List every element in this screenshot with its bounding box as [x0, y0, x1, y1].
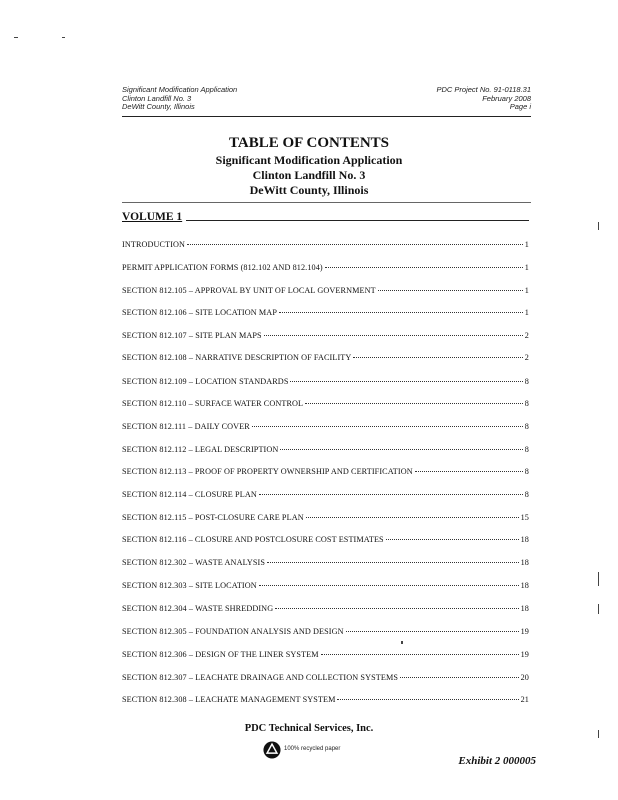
toc-leader — [259, 494, 523, 495]
header-page-number: Page i — [509, 102, 531, 112]
toc-entry-page: 8 — [524, 399, 529, 408]
header-project-number: PDC Project No. 91-0118.31 — [436, 85, 531, 94]
recycled-paper-note: 100% recycled paper — [284, 746, 341, 752]
toc-entry-page: 8 — [524, 422, 529, 431]
toc-leader — [305, 403, 523, 404]
toc-entry-page: 15 — [520, 513, 529, 522]
toc-entry[interactable] — [122, 604, 529, 613]
toc-entry-page: 18 — [520, 604, 529, 613]
toc-entry-page: 1 — [524, 240, 529, 249]
toc-entry-page: 2 — [524, 331, 529, 340]
toc-entry-title: SECTION 812.302 – WASTE ANALYSIS — [122, 558, 266, 567]
toc-entry-title: SECTION 812.114 – CLOSURE PLAN — [122, 490, 257, 499]
toc-entry-title: SECTION 812.109 – LOCATION STANDARDS — [122, 377, 289, 386]
toc-entry[interactable] — [122, 695, 529, 704]
toc-entry-title: SECTION 812.111 – DAILY COVER — [122, 422, 250, 431]
toc-entry[interactable] — [122, 445, 529, 454]
toc-leader — [400, 677, 519, 678]
toc-entry-title: SECTION 812.308 – LEACHATE MANAGEMENT SYSTEM — [122, 695, 336, 704]
page-title: TABLE OF CONTENTS — [228, 135, 390, 151]
toc-entry-page: 19 — [520, 650, 529, 659]
scan-speck — [14, 37, 18, 38]
toc-entry[interactable] — [122, 535, 529, 544]
footer-company: PDC Technical Services, Inc. — [244, 723, 374, 734]
toc-entry[interactable] — [122, 377, 529, 386]
scan-speck — [598, 604, 599, 614]
toc-entry[interactable] — [122, 490, 529, 499]
header-county: DeWitt County, Illinois — [122, 102, 195, 112]
toc-entry[interactable] — [122, 263, 529, 272]
toc-entry-title: SECTION 812.113 – PROOF OF PROPERTY OWNERSHIP AND CERTIFICATION — [122, 467, 413, 476]
toc-entry-page: 8 — [524, 490, 529, 499]
toc-leader — [415, 471, 523, 472]
toc-entry-page: 21 — [520, 695, 529, 704]
toc-entry[interactable] — [122, 467, 529, 476]
header-facility: Clinton Landfill No. 3 — [122, 93, 192, 103]
toc-entry-page: 18 — [520, 558, 529, 567]
header-divider — [122, 116, 531, 117]
toc-entry[interactable] — [122, 627, 529, 636]
toc-entry-title: SECTION 812.115 – POST-CLOSURE CARE PLAN — [122, 513, 304, 522]
scan-speck — [598, 572, 599, 586]
scan-speck — [598, 730, 599, 738]
subtitle-application: Significant Modification Application — [215, 153, 403, 167]
toc-leader — [306, 517, 519, 518]
volume-heading — [122, 211, 529, 223]
toc-leader — [346, 631, 519, 632]
toc-entry-title: SECTION 812.305 – FOUNDATION ANALYSIS AND DESIGN — [122, 627, 344, 636]
toc-entry-page: 18 — [520, 581, 529, 590]
toc-entry-title: SECTION 812.110 – SURFACE WATER CONTROL — [122, 399, 304, 408]
toc-leader — [378, 290, 523, 291]
toc-entry-page: 8 — [524, 445, 529, 454]
subtitle-facility: Clinton Landfill No. 3 — [252, 168, 366, 182]
toc-entry-title: SECTION 812.303 – SITE LOCATION — [122, 581, 257, 590]
toc-entry[interactable] — [122, 286, 529, 295]
exhibit-stamp: Exhibit 2 000005 — [458, 755, 536, 767]
toc-entry-title: INTRODUCTION — [122, 240, 186, 249]
toc-entry-title: SECTION 812.112 – LEGAL DESCRIPTION — [122, 445, 279, 454]
volume-rule — [186, 220, 529, 221]
header-right — [437, 86, 532, 112]
toc-leader — [325, 267, 523, 268]
toc-entry[interactable] — [122, 650, 529, 659]
toc-leader — [267, 562, 519, 563]
toc-entry-title: SECTION 812.105 – APPROVAL BY UNIT OF LOCAL GOVERNMENT — [122, 286, 376, 295]
toc-entry-page: 8 — [524, 467, 529, 476]
toc-leader — [353, 357, 522, 358]
toc-entry-title: SECTION 812.106 – SITE LOCATION MAP — [122, 308, 277, 317]
toc-entry-title: SECTION 812.108 – NARRATIVE DESCRIPTION OF FACILITY — [122, 353, 352, 362]
toc-leader — [337, 699, 518, 700]
title-divider — [122, 202, 531, 203]
toc-entry-title: SECTION 812.107 – SITE PLAN MAPS — [122, 331, 262, 340]
subtitle-county: DeWitt County, Illinois — [249, 183, 369, 197]
toc-leader — [187, 244, 523, 245]
toc-leader — [279, 312, 523, 313]
toc-entry-title: SECTION 812.116 – CLOSURE AND POSTCLOSURE COST ESTIMATES — [122, 535, 384, 544]
toc-entry-page: 2 — [524, 353, 529, 362]
scan-speck — [598, 222, 599, 230]
toc-entry-page: 18 — [520, 535, 529, 544]
toc-entry[interactable] — [122, 353, 529, 362]
toc-leader — [252, 426, 523, 427]
toc-entry-page: 1 — [524, 308, 529, 317]
toc-leader — [290, 381, 522, 382]
header-date: February 2008 — [482, 93, 531, 103]
toc-entry-title: SECTION 812.304 – WASTE SHREDDING — [122, 604, 274, 613]
toc-entry[interactable] — [122, 513, 529, 522]
toc-entry-title: SECTION 812.306 – DESIGN OF THE LINER SYSTEM — [122, 650, 319, 659]
volume-label: VOLUME 1 — [122, 211, 183, 223]
toc-entry-page: 19 — [520, 627, 529, 636]
toc-entry[interactable] — [122, 240, 529, 249]
toc-entry[interactable] — [122, 422, 529, 431]
toc-entry[interactable] — [122, 581, 529, 590]
scan-speck — [62, 37, 65, 38]
toc-leader — [321, 654, 519, 655]
toc-leader — [275, 608, 518, 609]
toc-entry-page: 1 — [524, 286, 529, 295]
toc-entry-title: PERMIT APPLICATION FORMS (812.102 AND 812.104) — [122, 263, 323, 272]
recycle-icon — [263, 741, 281, 759]
toc-leader — [386, 539, 519, 540]
toc-entry[interactable] — [122, 331, 529, 340]
header-project-name: Significant Modification Application — [122, 85, 238, 94]
toc-entry-title: SECTION 812.307 – LEACHATE DRAINAGE AND COLLECTION SYSTEMS — [122, 673, 398, 682]
toc-entry-page: 1 — [524, 263, 529, 272]
toc-entry-page: 8 — [524, 377, 529, 386]
toc-leader — [280, 449, 522, 450]
toc-leader — [259, 585, 519, 586]
toc-entry-page: 20 — [520, 673, 529, 682]
header-left — [122, 86, 237, 112]
toc-entry[interactable] — [122, 673, 529, 682]
scan-speck — [401, 641, 403, 644]
toc-leader — [264, 335, 523, 336]
toc-entry[interactable] — [122, 308, 529, 317]
toc-entry[interactable] — [122, 558, 529, 567]
toc-entry[interactable] — [122, 399, 529, 408]
